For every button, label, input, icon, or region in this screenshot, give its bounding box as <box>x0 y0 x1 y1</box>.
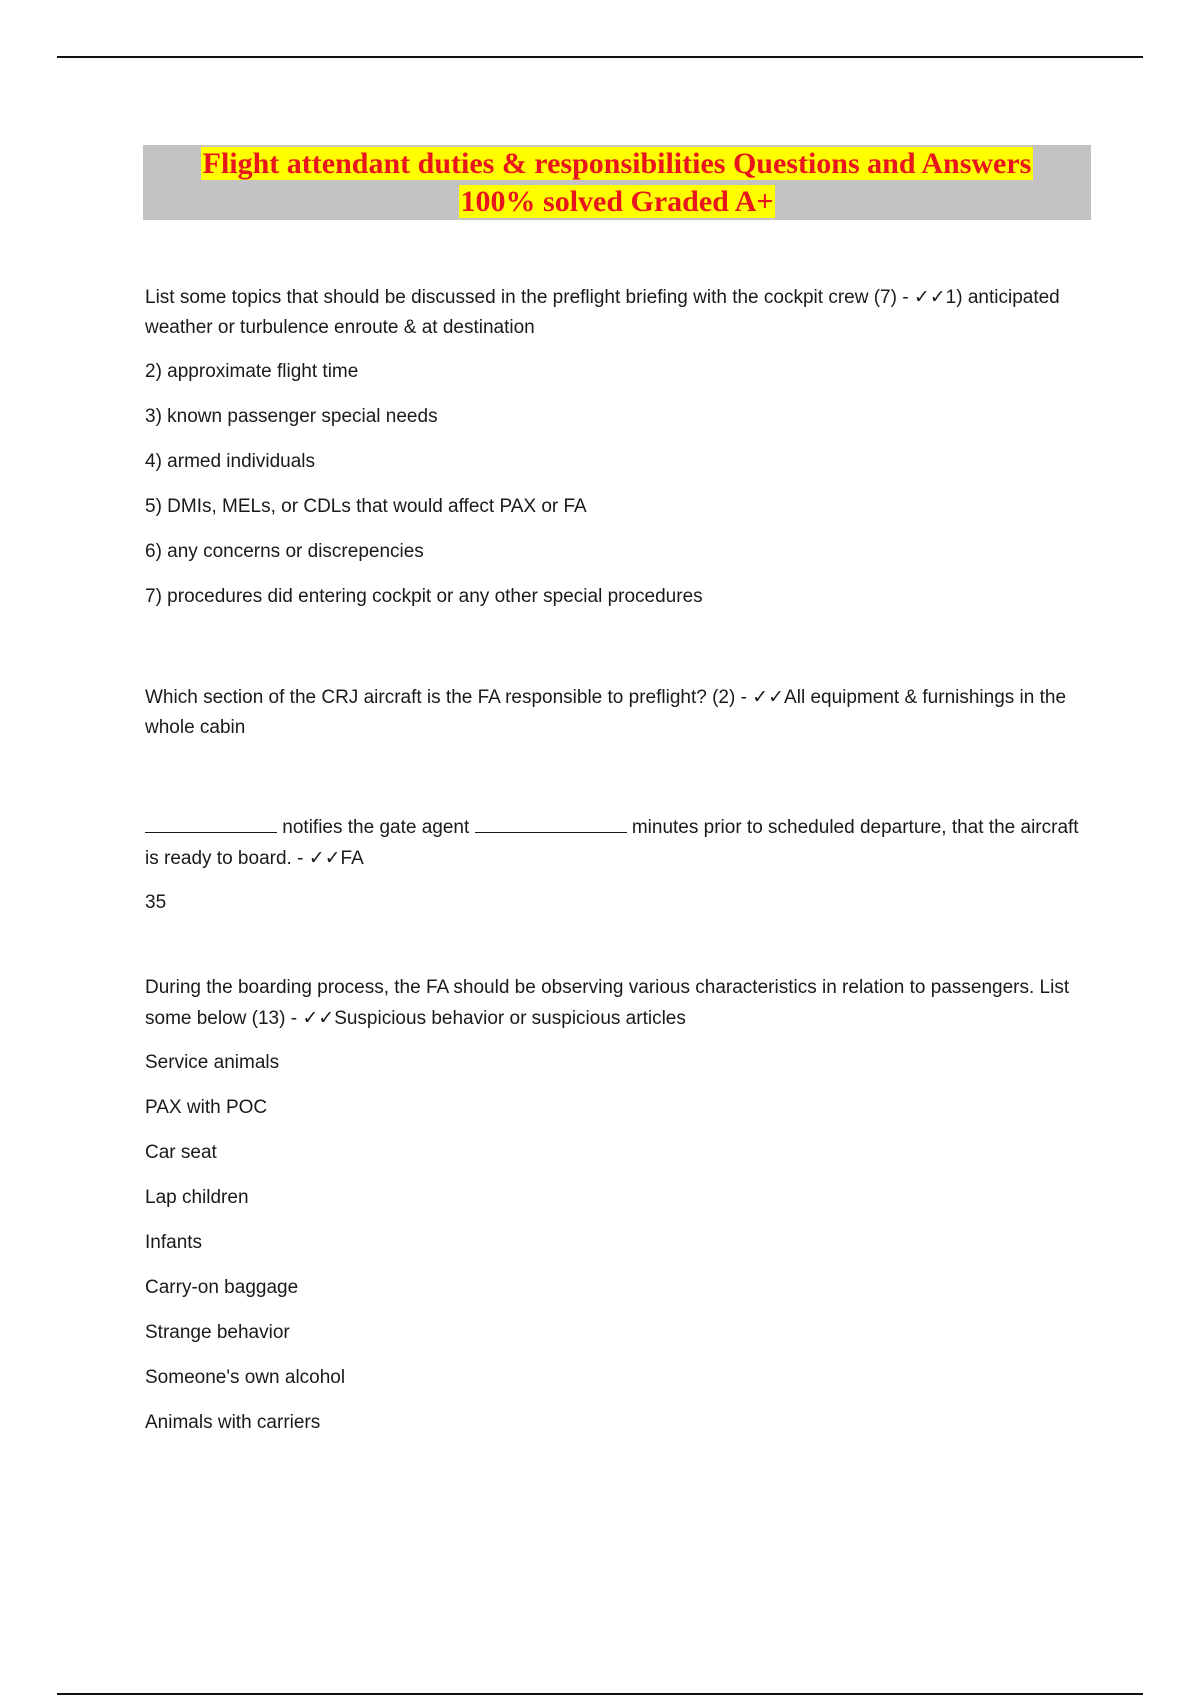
list-item: Someone's own alcohol <box>145 1367 346 1388</box>
document-title <box>143 145 1091 220</box>
question-3-answer: FA <box>340 848 364 869</box>
document-body <box>145 282 1085 1453</box>
title-line-2: 100% solved Graded A+ <box>460 185 774 218</box>
check-mark-icon: ✓✓ <box>302 1007 335 1029</box>
question-1-answer: 1) anticipated weather or turbulence enroute & at destination <box>145 287 1060 338</box>
list-item: Car seat <box>145 1142 217 1163</box>
section-gap <box>145 627 1085 682</box>
top-rule <box>57 56 1143 58</box>
list-item: PAX with POC <box>145 1097 268 1118</box>
question-4 <box>145 973 1085 1034</box>
question-3 <box>145 812 1085 874</box>
check-mark-icon: ✓✓ <box>752 686 785 708</box>
answer-line: 35 <box>145 892 167 913</box>
list-item: 6) any concerns or discrepencies <box>145 541 424 562</box>
list-item: Lap children <box>145 1187 249 1208</box>
bottom-rule <box>57 1693 1143 1695</box>
question-4-text: During the boarding process, the FA should be observing various characteristics in relation to passengers. List some below (13) - <box>145 977 1070 1029</box>
list-item: Service animals <box>145 1052 280 1073</box>
question-1-text: List some topics that should be discussed in the preflight briefing with the cockpit crew (7) - <box>145 287 914 308</box>
list-item: 3) known passenger special needs <box>145 406 438 427</box>
blank-line <box>475 812 627 833</box>
section-gap <box>145 933 1085 973</box>
list-item: 7) procedures did entering cockpit or any other special procedures <box>145 586 703 607</box>
question-2-answer: All equipment & furnishings in the whole cabin <box>145 687 1067 738</box>
blank-line <box>145 812 277 833</box>
section-gap <box>145 757 1085 812</box>
list-item: Strange behavior <box>145 1322 290 1343</box>
list-item: 4) armed individuals <box>145 451 316 472</box>
question-2-text: Which section of the CRJ aircraft is the FA responsible to preflight? (2) - <box>145 687 753 708</box>
list-item: 2) approximate flight time <box>145 361 359 382</box>
check-mark-icon: ✓✓ <box>308 847 341 869</box>
list-item: Infants <box>145 1232 203 1253</box>
list-item: Animals with carriers <box>145 1412 321 1433</box>
check-mark-icon: ✓✓ <box>913 286 946 308</box>
question-1 <box>145 282 1085 343</box>
list-item: 5) DMIs, MELs, or CDLs that would affect PAX or FA <box>145 496 587 517</box>
question-3-text-2: minutes prior to scheduled departure, that the aircraft is ready to board. - <box>145 817 1079 869</box>
question-3-text-1: notifies the gate agent <box>277 817 475 838</box>
question-4-answer: Suspicious behavior or suspicious articles <box>334 1008 686 1029</box>
list-item: Carry-on baggage <box>145 1277 299 1298</box>
question-2 <box>145 682 1085 743</box>
title-line-1: Flight attendant duties & responsibilities Questions and Answers <box>202 147 1032 180</box>
